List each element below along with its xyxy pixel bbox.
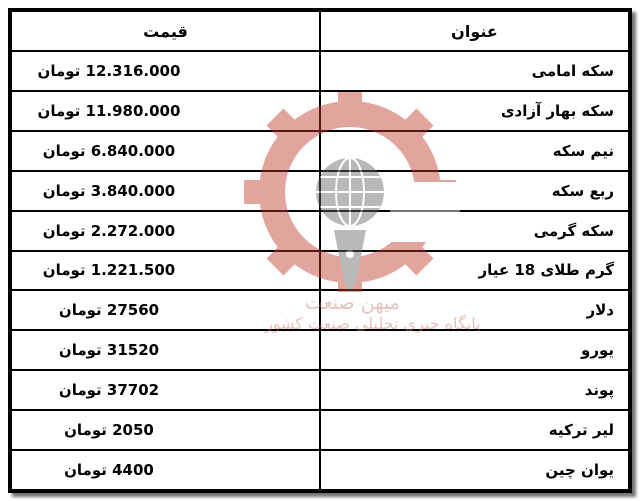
table-row bbox=[11, 450, 629, 490]
row-price bbox=[11, 251, 320, 291]
table-row bbox=[11, 330, 629, 370]
row-title: سکه بهار آزادی bbox=[320, 91, 629, 131]
price-value: 11.980.000 تومان bbox=[37, 101, 181, 120]
row-price bbox=[11, 91, 320, 131]
row-price bbox=[11, 330, 320, 370]
row-title: سکه گرمی bbox=[320, 211, 629, 251]
row-title: پوند bbox=[320, 370, 629, 410]
row-title: دلار bbox=[320, 290, 629, 330]
price-value: 37702 تومان bbox=[58, 381, 160, 400]
row-title: یورو bbox=[320, 330, 629, 370]
table-row bbox=[11, 410, 629, 450]
watermark-name: میهن صنعت bbox=[305, 292, 400, 314]
price-value: 2050 تومان bbox=[64, 421, 154, 440]
row-price bbox=[11, 410, 320, 450]
row-title: ربع سکه bbox=[320, 171, 629, 211]
row-title: گرم طلای 18 عیار bbox=[320, 251, 629, 291]
table-row bbox=[11, 251, 629, 291]
row-price bbox=[11, 131, 320, 171]
table-row bbox=[11, 91, 629, 131]
header-price: قیمت bbox=[11, 11, 320, 51]
price-value: 27560 تومان bbox=[58, 301, 160, 320]
table-row bbox=[11, 131, 629, 171]
row-title: نیم سکه bbox=[320, 131, 629, 171]
price-value: 12.316.000 تومان bbox=[37, 61, 181, 80]
row-price bbox=[11, 370, 320, 410]
watermark-tagline: پایگاه خبری تحلیلی صنعت کشور bbox=[265, 314, 481, 333]
table-body bbox=[11, 51, 629, 490]
table-row bbox=[11, 370, 629, 410]
price-value: 1.221.500 تومان bbox=[42, 261, 176, 280]
row-price bbox=[11, 211, 320, 251]
price-value: 31520 تومان bbox=[58, 341, 160, 360]
row-title: یوان چین bbox=[320, 450, 629, 490]
row-price bbox=[11, 51, 320, 91]
price-value: 6.840.000 تومان bbox=[42, 141, 176, 160]
price-table bbox=[10, 10, 630, 491]
table-header-row bbox=[11, 11, 629, 51]
row-price bbox=[11, 450, 320, 490]
price-value: 4400 تومان bbox=[64, 461, 154, 480]
table-row bbox=[11, 290, 629, 330]
table-row bbox=[11, 211, 629, 251]
price-table-frame bbox=[8, 8, 632, 493]
row-title: سکه امامی bbox=[320, 51, 629, 91]
price-value: 3.840.000 تومان bbox=[42, 181, 176, 200]
price-value: 2.272.000 تومان bbox=[42, 221, 176, 240]
header-title: عنوان bbox=[320, 11, 629, 51]
table-row bbox=[11, 51, 629, 91]
table-row bbox=[11, 171, 629, 211]
row-price bbox=[11, 171, 320, 211]
row-title: لیر ترکیه bbox=[320, 410, 629, 450]
row-price bbox=[11, 290, 320, 330]
